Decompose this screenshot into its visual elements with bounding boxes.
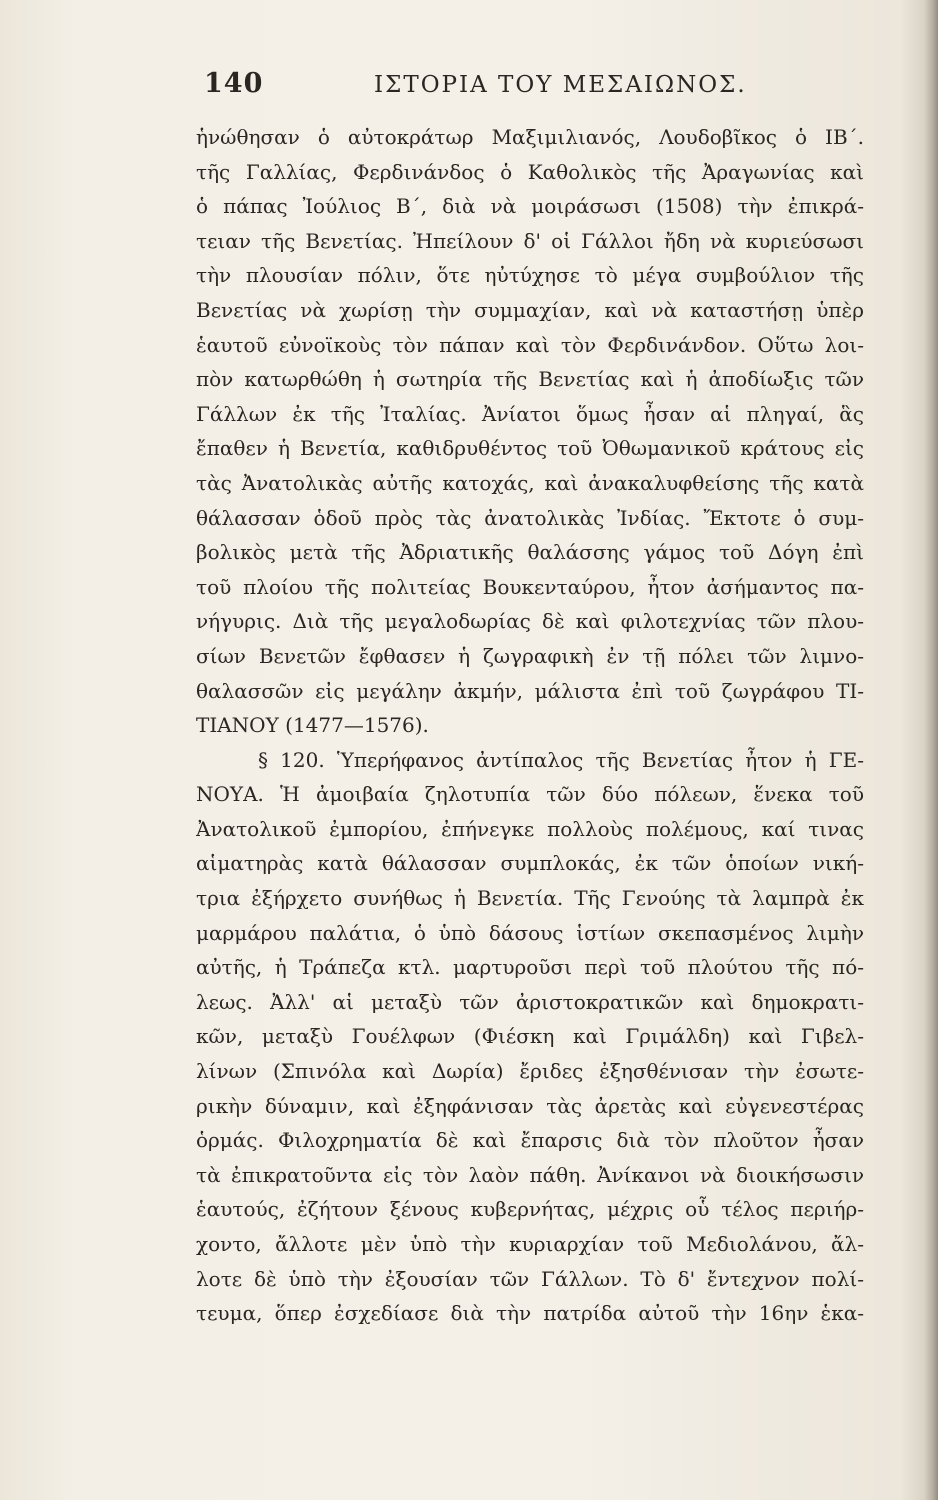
page-edge-shadow: [924, 0, 938, 1500]
text-line: ὁρμάς. Φιλοχρηματία δὲ καὶ ἔπαρσις διὰ τὸν πλοῦτον ἦσαν: [196, 1128, 864, 1153]
text-line: λεως. Ἀλλ' αἱ μεταξὺ τῶν ἀριστοκρατικῶν καὶ δημοκρατι-: [196, 989, 864, 1014]
page-number: 140: [204, 68, 264, 99]
text-line: τευμα, ὅπερ ἐσχεδίασε διὰ τὴν πατρίδα αὐτοῦ τὴν 16ην ἑκα-: [196, 1301, 864, 1326]
text-line: μαρμάρου παλάτια, ὁ ὑπὸ δάσους ἱστίων σκεπασμένος λιμὴν: [196, 920, 864, 945]
running-title: ΙΣΤΟΡΙΑ ΤΟΥ ΜΕΣΑΙΩΝΟΣ.: [374, 72, 747, 98]
text-line: τοῦ πλοίου τῆς πολιτείας Βουκενταύρου, ἦτον ἀσήμαντος πα-: [196, 574, 864, 599]
text-line: χοντο, ἄλλοτε μὲν ὑπὸ τὴν κυριαρχίαν τοῦ Μεδιολάνου, ἄλ-: [196, 1232, 864, 1256]
text-line: Γάλλων ἐκ τῆς Ἰταλίας. Ἀνίατοι ὅμως ἦσαν αἱ πληγαί, ἃς: [196, 401, 864, 426]
text-line: Βενετίας νὰ χωρίσῃ τὴν συμμαχίαν, καὶ νὰ καταστήσῃ ὑπὲρ: [196, 297, 864, 322]
text-line: ἑαυτοῦ εὐνοϊκοὺς τὸν πάπαν καὶ τὸν Φερδινάνδον. Οὕτω λοι-: [196, 332, 864, 357]
text-line: λοτε δὲ ὑπὸ τὴν ἐξουσίαν τῶν Γάλλων. Τὸ δ' ἔντεχνον πολί-: [196, 1266, 864, 1291]
text-line: βολικὸς μετὰ τῆς Ἀδριατικῆς θαλάσσης γάμος τοῦ Δόγη ἐπὶ: [196, 540, 864, 565]
section-heading-line: § 120. Ὑπερήφανος ἀντίπαλος τῆς Βενετίας ἦτον ἡ ΓΕ-: [258, 747, 864, 772]
text-line: σίων Βενετῶν ἔφθασεν ἡ ζωγραφικὴ ἐν τῇ πόλει τῶν λιμνο-: [196, 643, 864, 668]
text-line: θαλασσῶν εἰς μεγάλην ἀκμήν, μάλιστα ἐπὶ τοῦ ζωγράφου ΤΙ-: [196, 678, 864, 703]
text-line: θάλασσαν ὁδοῦ πρὸς τὰς ἀνατολικὰς Ἰνδίας. Ἔκτοτε ὁ συμ-: [196, 505, 864, 530]
text-line: πὸν κατωρθώθη ἡ σωτηρία τῆς Βενετίας καὶ ἡ ἀποδίωξις τῶν: [196, 367, 864, 392]
text-line: ΝΟΥΑ. Ἡ ἀμοιβαία ζηλοτυπία τῶν δύο πόλεων, ἕνεκα τοῦ: [196, 782, 864, 807]
text-line: ΤΙΑΝΟΥ (1477—1576).: [196, 713, 429, 738]
text-line: ρικὴν δύναμιν, καὶ ἐξηφάνισαν τὰς ἀρετὰς καὶ εὐγενεστέρας: [196, 1093, 864, 1118]
text-line: τὰς Ἀνατολικὰς αὐτῆς κατοχάς, καὶ ἀνακαλυφθείσης τῆς κατὰ: [196, 470, 864, 495]
text-line: ἑαυτούς, ἐζήτουν ξένους κυβερνήτας, μέχρις οὗ τέλος περιήρ-: [196, 1197, 864, 1222]
body-text: [196, 120, 864, 1331]
text-line: τὴν πλουσίαν πόλιν, ὅτε ηὐτύχησε τὸ μέγα συμβούλιον τῆς: [196, 263, 864, 288]
page-header: [196, 68, 747, 108]
text-line: αὐτῆς, ἡ Τράπεζα κτλ. μαρτυροῦσι περὶ τοῦ πλούτου τῆς πό-: [196, 955, 864, 980]
text-line: ἡνώθησαν ὁ αὐτοκράτωρ Μαξιμιλιανός, Λουδοβῖκος ὁ ΙΒ΄.: [196, 125, 864, 149]
text-line: λίνων (Σπινόλα καὶ Δωρία) ἔριδες ἐξησθένισαν τὴν ἐσωτε-: [196, 1059, 864, 1084]
text-line: αἱματηρὰς κατὰ θάλασσαν συμπλοκάς, ἐκ τῶν ὁποίων νική-: [196, 851, 864, 876]
text-line: νήγυρις. Διὰ τῆς μεγαλοδωρίας δὲ καὶ φιλοτεχνίας τῶν πλου-: [196, 609, 864, 634]
text-line: ἔπαθεν ἡ Βενετία, καθιδρυθέντος τοῦ Ὀθωμανικοῦ κράτους εἰς: [196, 436, 864, 461]
text-line: τειαν τῆς Βενετίας. Ἠπείλουν δ' οἱ Γάλλοι ἤδη νὰ κυριεύσωσι: [196, 228, 864, 253]
text-line: τὰ ἐπικρατοῦντα εἰς τὸν λαὸν πάθη. Ἀνίκανοι νὰ διοικήσωσιν: [196, 1162, 864, 1187]
text-line: ὁ πάπας Ἰούλιος Β΄, διὰ νὰ μοιράσωσι (1508) τὴν ἐπικρά-: [196, 194, 864, 219]
text-line: Ἀνατολικοῦ ἐμπορίου, ἐπήνεγκε πολλοὺς πολέμους, καί τινας: [196, 816, 864, 841]
text-line: κῶν, μεταξὺ Γουέλφων (Φιέσκη καὶ Γριμάλδη) καὶ Γιβελ-: [196, 1024, 864, 1049]
text-line: τρια ἐξήρχετο συνήθως ἡ Βενετία. Τῆς Γενούης τὰ λαμπρὰ ἐκ: [196, 886, 864, 911]
text-line: τῆς Γαλλίας, Φερδινάνδος ὁ Καθολικὸς τῆς Ἀραγωνίας καὶ: [196, 159, 864, 184]
